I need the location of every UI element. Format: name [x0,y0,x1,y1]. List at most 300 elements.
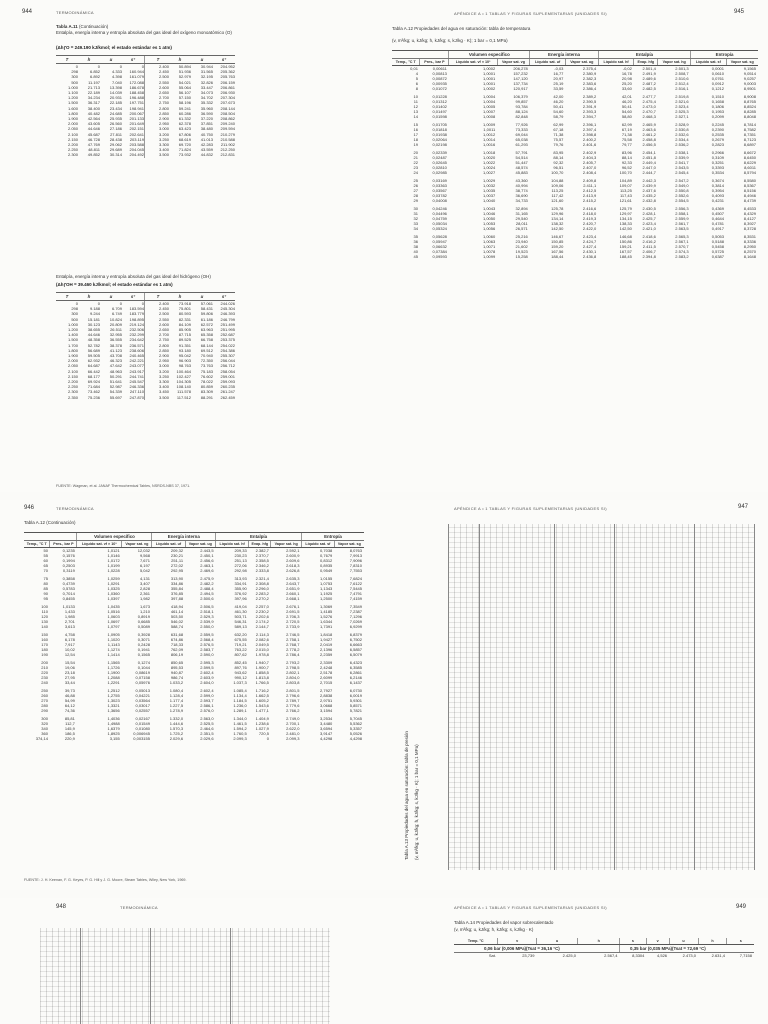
table-cell: 0,03169 [432,178,447,184]
table-cell: 2.029,6 [200,736,214,742]
table-cell: 2.796,6 [286,693,300,699]
table-cell: 8,3728 [743,226,756,232]
table-cell: 30.314 [109,152,122,158]
table-cell: 5,7045 [349,716,362,722]
column-header: s° [122,56,145,64]
table-cell: 70.940 [200,353,213,359]
table-cell: 6,6663 [349,642,362,648]
table-cell: 58,79 [553,114,564,120]
table-cell: 145,9 [64,726,75,732]
table-description-oh: Entalpía, energía interna y entropía absoluta del gas ideal del hidrógeno (OH) [56,274,211,279]
table-cell: 2.660,1 [286,591,300,597]
table-cell: 13 [413,109,418,115]
table-cell: 61.332 [178,116,191,122]
table-cell: 2.416,2 [642,239,656,245]
table-cell: 9,0514 [743,71,756,77]
table-cell: 8,6229 [743,160,756,166]
table-cell: 60.286 [178,110,191,116]
table-cell: 2.257,0 [255,604,269,610]
table-cell: 2.405,7 [582,160,597,166]
table-cell: 852,45 [234,660,247,666]
table-cell: 6,7502 [349,637,362,643]
table-cell: 161.079 [129,74,144,80]
saturated-water-temperature-table [392,50,758,259]
table-cell: 1,5276 [320,614,333,620]
table-cell: 2.308,8 [255,581,269,587]
table-cell: 8,5156 [743,188,756,194]
table-cell: 32,894 [515,206,528,212]
table-cell: 50 [43,548,48,554]
table-cell: 205.362 [220,69,235,75]
table-cell: 2,361 [139,591,150,597]
table-cell: 3.300 [145,379,170,384]
table-cell: 2.550,8 [675,188,689,194]
table-cell: 33,44 [64,680,75,686]
table-cell: 355,84 [170,586,184,592]
table-cell: 2.758,1 [286,637,300,643]
table-rule [754,524,755,870]
table-cell: 0,1658 [711,99,724,105]
table-cell: 9.244 [89,311,100,317]
table-cell: 2.793,2 [286,660,300,666]
table-cell: 1.800 [67,110,78,116]
column-header: Evap. hfg [249,541,271,548]
table-cell: 2.570,7 [675,244,689,250]
table-cell: 376,92 [234,591,247,597]
table-cell: 2.494,5 [200,591,214,597]
table-cell: 8,6450 [743,155,756,161]
table-cell: 2.333,8 [255,568,269,574]
table-cell: 719,21 [234,642,247,648]
column-header: T [56,56,78,64]
table-cell: 5,042 [139,568,150,574]
table-caption: Tabla A.14 Propiedades del vapor sobrecalentado [454,920,554,925]
table-cell: 25,20 [621,81,632,87]
table-cell: 272,06 [234,563,247,569]
table-cell: 2.418,6 [642,234,656,240]
table-rule [80,928,81,1024]
table-cell: 38,774 [515,188,528,194]
table-cell: 2.552,6 [675,193,689,199]
table-cell: 0,05324 [432,226,447,232]
column-group-header: Volumen específico [449,51,530,59]
table-cell: 313,90 [170,576,184,582]
table-cell: 0,8455 [62,596,75,602]
column-header: u [669,938,698,945]
table-cell: 90 [43,591,48,597]
table-cell: 15,258 [515,254,528,260]
table-cell: 0,3814 [711,183,724,189]
running-head: TERMODINÁMICA [120,905,158,910]
table-cell: 147,120 [513,76,528,82]
table-cell: 2.604,0 [200,680,214,686]
table-cell: 3,613 [64,624,75,630]
table-cell: 0 [75,301,78,306]
table-cell: 71,38 [553,132,564,138]
page-947 [384,500,768,890]
table-row [56,395,235,400]
table-cell: 2.444,7 [642,170,656,176]
table-cell: 0,2823 [711,142,724,148]
table-cell: 2.500,6 [200,596,214,602]
column-group-header: Energía interna [152,533,216,541]
table-cell: 2.488,4 [200,586,214,592]
table-cell: 3,2534 [320,716,333,722]
table-cell: 2.412,5 [582,188,597,194]
table-cell: 31 [413,211,418,217]
table-cell: 42,01 [621,94,632,100]
column-header: Vapor sat. ug [565,59,598,66]
table-cell: 236.571 [129,342,144,348]
table-cell: 109,07 [619,183,632,189]
table-cell: 2.346,2 [255,563,269,569]
table-cell: 2.568,4 [200,637,214,643]
column-header: Líquido sat. sf [301,541,334,548]
table-cell: 2,701 [64,619,75,625]
table-cell: 83,96 [621,150,632,156]
table-cell: -0,03 [554,66,564,72]
table-cell: 7,4159 [349,596,362,602]
table-cell: 2,6099 [320,675,333,681]
rotated-table-body [40,928,330,1024]
table-cell: 232.299 [129,332,144,338]
table-cell: 129,97 [619,211,632,217]
table-rule [479,524,480,870]
table-cell: 588,74 [170,624,184,630]
table-cell: 1,0020 [482,155,496,161]
table-cell: 2.400 [145,64,170,70]
table-cell: 46,88 [64,693,75,699]
table-cell: 28.438 [109,136,122,142]
table-cell: 186,5 [64,731,75,737]
column-group-header: Energía interna [530,51,598,59]
table-cell: 75 [43,576,48,582]
table-cell: 69.720 [178,142,191,148]
table-cell: 34.073 [200,90,213,96]
table-cell: 8,2570 [743,249,756,255]
table-cell: 41.013 [200,136,213,142]
column-header: Líquido sat. hf [598,59,634,66]
column-header: h [698,938,727,945]
table-cell: 3,407 [139,581,150,587]
table-cell: 8,1648 [743,254,756,260]
table-cell: 2.538,1 [675,150,689,156]
table-cell: 96,51 [553,165,564,171]
table-cell: 32.826 [200,79,213,85]
column-header: Evap. hfg [634,59,658,66]
table-caption: Tabla A.12 (Continuación) [24,520,76,525]
table-cell: 0,1212 [711,86,724,92]
page-944 [0,0,384,492]
table-cell: 1.940,7 [255,660,269,666]
table-cell: 8,3927 [743,221,756,227]
table-cell: 212.250 [220,147,235,153]
table-cell: 20,97 [553,76,564,82]
table-cell: 2.720,5 [286,619,300,625]
table-cell: 38.480 [200,126,213,132]
table-cell: 67,19 [621,127,632,133]
table-cell: 34.702 [200,95,213,101]
header-spacer [392,51,449,59]
table-cell: 8,3336 [743,239,756,245]
table-cell: 206,278 [513,66,528,72]
running-head: APÉNDICE A • 1 TABLAS Y FIGURAS SUPLEMENTARIAS (UNIDADES SI) [454,506,607,511]
table-cell: 292,95 [170,568,184,574]
table-cell: 807,62 [234,652,247,658]
table-cell: 2.626,8 [286,568,300,574]
table-cell: 0,3954 [711,188,724,194]
table-cell: 75.183 [200,368,213,374]
table-cell: 8,0763 [349,548,362,554]
table-cell: 334,86 [170,581,184,587]
table-cell: 340 [41,726,48,732]
table-cell: 1,2755 [107,693,120,699]
table-cell: 9.188 [89,306,100,312]
table-cell: 2.650 [145,90,170,95]
table-row [24,573,364,581]
table-cell: 261.247 [220,389,235,395]
table-cell: 2.442,3 [642,178,656,184]
table-cell: 27 [413,188,418,194]
table-cell: 2.668,1 [286,596,300,602]
table-cell: 93.180 [178,347,191,353]
table-cell: 106,379 [513,94,528,100]
table-cell: 54.021 [178,79,191,85]
table-cell: 2.150 [67,136,78,142]
table-cell: 0,7014 [62,591,75,597]
table-cell: 2.416,6 [582,206,597,212]
table-cell: 188,45 [619,254,632,260]
table-cell: 1,673 [139,604,150,610]
table-cell: 1,0228 [107,568,120,574]
table-cell: 0 [75,64,78,69]
table-cell: 62.378 [178,121,191,127]
table-cell: 272,02 [170,563,184,569]
table-cell: 43,360 [515,178,528,184]
table-row [392,231,758,239]
table-cell: 104,88 [551,178,564,184]
table-cell: 2.800 [145,106,170,111]
table-cell: 2.450 [145,69,170,74]
table-rule [554,524,555,870]
table-cell: 2.798,5 [286,665,300,671]
table-cell: 0 [266,736,269,742]
table-caption [56,24,108,29]
table-cell: 201.649 [129,121,144,127]
table-cell: 7,671 [139,558,150,564]
table-cell: 0,2503 [62,563,75,569]
table-cell: 2.468,3 [642,114,656,120]
table-cell: 121,60 [551,198,564,204]
table-cell: 44.646 [87,332,100,338]
table-cell: 1,2291 [107,680,120,686]
table-cell: 67.806 [178,131,191,137]
table-cell: 80.593 [178,311,191,317]
table-cell: 79,76 [553,142,564,148]
table-cell: 0,6387 [711,254,724,260]
table-cell: 2.593,7 [200,698,214,704]
table-cell: 1,0014 [482,137,496,143]
table-cell: 32 [413,216,418,222]
table-cell: 208.862 [220,116,235,122]
table-cell: 8,4127 [743,216,756,222]
table-cell: 1,0053 [482,221,496,227]
table-cell: 1,0155 [320,576,333,582]
table-cell: 9,1565 [743,66,756,72]
table-cell: 188.458 [129,90,144,96]
table-cell: 2.536,2 [675,142,689,148]
table-cell: 1.033,2 [169,680,184,686]
table-cell: 83.309 [200,389,213,395]
table-cell: 0,03782 [432,193,447,199]
table-cell: 2.500 [145,311,170,316]
table-cell: 2.950 [145,121,170,126]
table-cell: 183.594 [129,306,144,312]
table-cell: 1,4185 [320,609,333,615]
table-cell: 61,293 [515,142,528,148]
table-cell: 1.227,5 [169,703,184,709]
table-cell: 461,30 [234,609,247,615]
table-cell: 246.799 [220,316,235,322]
table-cell: 48.358 [87,337,100,343]
table-cell: 2.432,8 [642,198,656,204]
table-cell: 1.332,0 [169,716,184,722]
table-cell: 0,04759 [432,216,447,222]
table-cell: 117.512 [176,394,191,400]
table-cell: 0,2679 [711,137,724,143]
table-cell: 0,01497 [432,109,447,115]
table-cell: 2.430,5 [642,206,656,212]
table-cell: 202.641 [129,131,144,137]
table-cell: 0,1510 [711,94,724,100]
table-cell: 990,12 [234,675,247,681]
table-cell: 2.398,8 [582,132,597,138]
table-cell: 7,8310 [349,563,362,569]
table-cell: 12 [413,104,418,110]
table-cell: 1,0004 [482,99,496,105]
table-cell: 6,3585 [349,665,362,671]
table-row [392,254,758,259]
table-cell: 2,0419 [320,642,333,648]
table-cell: 2,7015 [320,680,333,686]
table-cell: 140 [41,624,48,630]
table-cell: 2.389,2 [582,94,597,100]
table-cell: 1.500 [67,100,78,106]
table-cell: 2.456,6 [200,558,214,564]
table-cell: 2.423,4 [582,234,597,240]
table-cell: 41.123 [109,347,122,353]
table-cell: 100.464 [176,368,191,374]
column-header: Pres., bar P [50,541,77,548]
table-cell: 65.358 [200,332,213,338]
table-cell: 0,01402 [432,104,447,110]
table-cell: 206.159 [220,79,235,85]
table-cell: 13.398 [109,84,122,90]
table-cell: 4 [415,71,418,77]
table-cell: 2.250 [67,147,78,153]
table-cell: 43.605 [87,121,100,127]
table-cell: 56.107 [178,90,191,96]
table-cell: 2.419,3 [582,216,597,222]
table-cell: 8,8285 [743,109,756,115]
table-cell: 8,9008 [743,94,756,100]
table-cell: 1.900 [67,116,78,122]
table-cell: 2.631,4 [711,953,725,959]
table-cell: 50.291 [109,373,122,379]
column-header: T [145,56,170,64]
table-cell: 0,07158 [135,675,150,681]
table-row [392,119,758,127]
table-cell: 240.465 [129,353,144,359]
table-cell: 256.712 [220,363,235,369]
table-cell: 1,982 [139,596,150,602]
table-cell: 113,25 [551,188,564,194]
column-header: u [100,293,122,301]
table-cell: 2.427,4 [582,244,597,250]
table-cell: 1.900,7 [255,665,269,671]
table-cell: 2.586,1 [200,703,214,709]
table-cell: 63.963 [200,327,213,333]
table-cell: 0,04221 [135,693,150,699]
table-cell: 2.590,0 [200,652,214,658]
table-cell: 3.400 [145,147,170,152]
table-cell: 2.174,2 [255,619,269,625]
ideal-gas-table-o [56,55,235,158]
table-cell: 4,4298 [320,736,333,742]
table-cell: 8,4946 [743,193,756,199]
table-cell: 73.932 [178,152,191,158]
table-cell: 3,9147 [320,731,333,737]
table-cell: 850,65 [170,660,184,666]
table-cell: 111.578 [177,389,191,395]
table-cell: 198.895 [129,316,144,322]
table-cell: 50.894 [178,64,191,69]
table-row [56,152,235,157]
table-cell: 207.673 [220,100,235,106]
table-cell: 2.464,6 [200,726,214,732]
table-cell: 56.689 [87,347,100,353]
table-cell: 1,0035 [482,188,496,194]
table-cell: 1,2500 [320,596,333,602]
page-number: 948 [56,904,67,910]
table-cell: 2.786,4 [286,652,300,658]
table-cell: 8,5367 [743,183,756,189]
table-cell: 40.750 [200,131,213,137]
table-cell: 0,3251 [711,160,724,166]
table-cell: 209,33 [234,548,247,554]
table-cell: 77,926 [515,122,528,128]
table-cell: 3,0668 [320,703,333,709]
table-cell: 0,01705 [432,122,447,128]
table-cell: 2.421,0 [642,226,656,232]
table-cell: 0,00813 [432,71,447,77]
table-cell: 1,1343 [320,586,333,592]
column-group-header: Entalpía [216,533,302,541]
table-cell: 46,20 [553,99,564,105]
table-cell: 632,20 [234,632,247,638]
table-cell: 2.750 [145,100,170,105]
table-cell: 52.987 [109,384,122,390]
table-cell: 20,98 [621,76,632,82]
table-cell: 20.809 [109,321,122,327]
table-cell: 12,54 [64,652,75,658]
table-cell: 0,3071 [137,637,150,643]
table-cell: 2.706,3 [286,614,300,620]
table-cell: 2.576,0 [200,708,214,714]
table-cell: 0,4644 [711,216,724,222]
table-cell: 2.396,1 [582,122,597,128]
table-cell: 2.463,1 [200,563,214,569]
